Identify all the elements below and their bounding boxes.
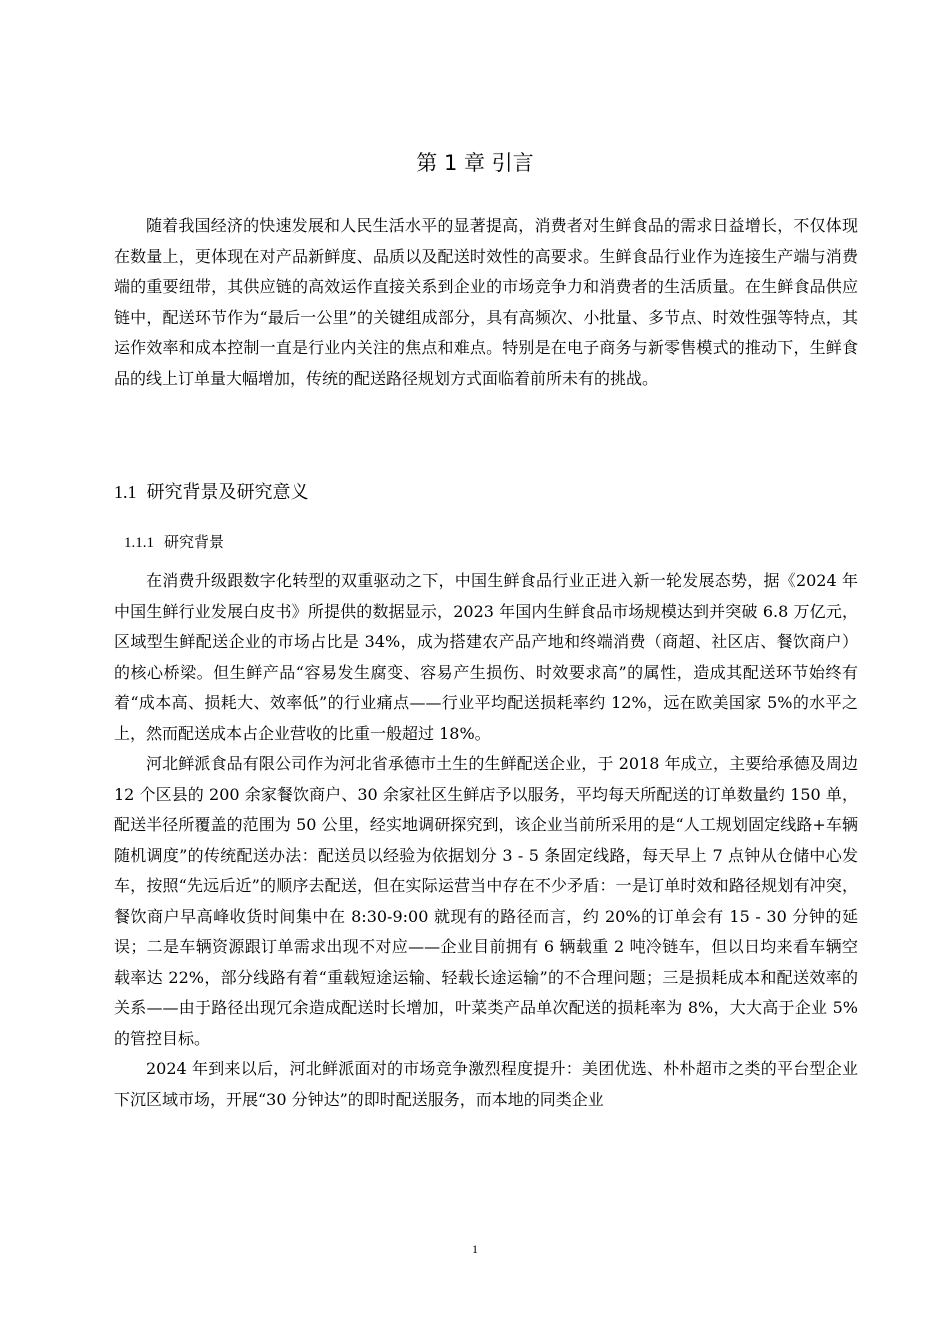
section-title: 研究背景及研究意义 <box>146 482 309 503</box>
background-text-block <box>114 566 858 1115</box>
intro-paragraph: 随着我国经济的快速发展和人民生活水平的显著提高，消费者对生鲜食品的需求日益增长，不仅体现在数量上，更体现在对产品新鲜度、品质以及配送时效性的高要求。生鲜食品行业作为连接生产端与消费端的重要纽带，其供应链的高效运作直接关系到企业的市场竞争力和消费者的生活质量。在生鲜食品供应链中，配送环节作为“最后一公里”的关键组成部分，具有高频次、小批量、多节点、时效性强等特点，其运作效率和成本控制一直是行业内关注的焦点和难点。特别是在电子商务与新零售模式的推动下，生鲜食品的线上订单量大幅增加，传统的配送路径规划方式面临着前所未有的挑战。 <box>114 216 858 388</box>
page-number: 1 <box>472 1242 478 1256</box>
background-paragraph-3: 2024 年到来以后，河北鲜派面对的市场竞争激烈程度提升：美团优选、朴朴超市之类的平台型企业下沉区域市场，开展“30 分钟达”的即时配送服务，而本地的同类企业 <box>114 1059 858 1109</box>
chapter-title: 第 1 章 引言 <box>416 151 534 175</box>
section-number: 1.1 <box>114 482 137 502</box>
background-paragraph-2: 河北鲜派食品有限公司作为河北省承德市土生的生鲜配送企业，于 2018 年成立，主要给承德及周边 12 个区县的 200 余家餐饮商户、30 余家社区生鲜店予以服务，平均每天所配送的订单数量约 150 单，配送半径所覆盖的范围为 50 公里，经实地调研探究到，该企业当前所采用的是“人工规划固定线路+车辆随机调度”的传统配送办法：配送员以经验为依据划分 3 - 5 条固定线路，每天早上 7 点钟从仓储中心发车，按照“先远后近”的顺序去配送，但在实际运营当中存在不少矛盾：一是订单时效和路径规划有冲突，餐饮商户早高峰收货时间集中在 8:30-9:00 就现有的路径而言，约 20%的订单会有 15 - 30 分钟的延误；二是车辆资源跟订单需求出现不对应——企业目前拥有 6 辆载重 2 吨冷链车，但以日均来看车辆空载率达 22%，部分线路有着“重载短途运输、轻载长途运输”的不合理问题；三是损耗成本和配送效率的关系——由于路径出现冗余造成配送时长增加，叶菜类产品单次配送的损耗率为 8%，大大高于企业 5%的管控目标。 <box>114 754 858 1048</box>
subsection-heading-1-1-1 <box>124 529 224 556</box>
subsection-number: 1.1.1 <box>124 535 154 551</box>
background-paragraph-1: 在消费升级跟数字化转型的双重驱动之下，中国生鲜食品行业正进入新一轮发展态势，据《2024 年中国生鲜行业发展白皮书》所提供的数据显示，2023 年国内生鲜食品市场规模达到并突破 6.8 万亿元，区域型生鲜配送企业的市场占比是 34%，成为搭建农产品产地和终端消费（商超、社区店、餐饮商户）的核心桥梁。但生鲜产品“容易发生腐变、容易产生损伤、时效要求高”的属性，造成其配送环节始终有着“成本高、损耗大、效率低”的行业痛点——行业平均配送损耗率约 12%，远在欧美国家 5%的水平之上，然而配送成本占企业营收的比重一般超过 18%。 <box>114 571 858 743</box>
subsection-title: 研究背景 <box>164 533 225 551</box>
intro-text-block <box>114 211 858 394</box>
section-heading-1-1 <box>114 478 309 507</box>
